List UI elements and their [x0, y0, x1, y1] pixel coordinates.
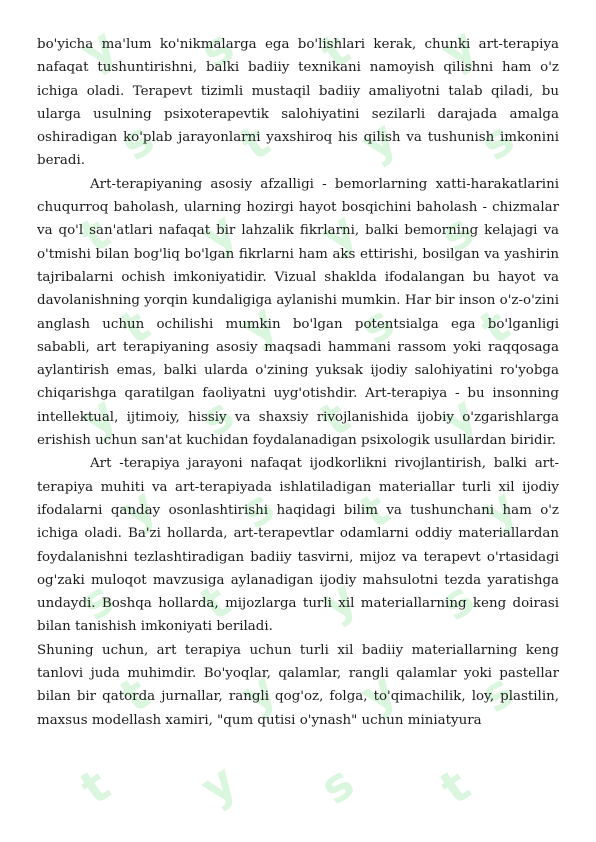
- watermark-glyph: y: [350, 661, 406, 724]
- watermark-glyph: s: [230, 479, 284, 540]
- watermark-glyph: t: [350, 482, 400, 540]
- watermark-glyph: y: [310, 569, 366, 632]
- watermark-glyph: y: [230, 293, 286, 356]
- paragraph-2: Art-terapiyaning asosiy afzalligi - bemorlarning xatti-harakatlarini chuqurroq baholash, ularning hozirgi hayot bosqichini baholash - chizmalar va qo'l san'atlari nafaqat bir lahzalik fikrlarni, balki bemorning kelajagi va o'tmishi bilan bog'liq bo'lgan fikrlarni ham aks ettirishi, bosilgan va yashirin tajribalarni ochish imkoniyatidir. Vizual shaklda ifodalangan bu hayot va davolanishning yorqin kundaligiga aylanishi mumkin. Har bir inson o'z-o'zini anglash uchun ochilishi mumkin bo'lgan potentsialga ega bo'lganligi sababli, art terapiyaning asosiy maqsadi hammani rassom yoki raqqosaga aylantirish emas, balki ularda o'zining yuksak ijodiy salohiyatini ro'yobga chiqarishga qaratilgan faoliyatni uyg'otishdir. Art-terapiya - bu insonning intellektual, ijtimoiy, hissiy va shaxsiy rivojlanishida ijobiy o'zgarishlarga erishish uchun san'at kuchidan foydalanadigan psixologik usullardan biridir.: [37, 176, 559, 449]
- watermark-glyph: s: [190, 387, 244, 448]
- paragraph-4: Shuning uchun, art terapiya uchun turli xil badiiy materiallarning keng tanlovi juda muhimdir. Bo'yoqlar, qalamlar, rangli qalamlar yoki pastellar bilan bir qatorda jurnallar, rangli qog'oz, folga, to'qimachilik, loy, plastilin, maxsus modellash xamiri, "qum qutisi o'ynash" uchun miniatyura: [37, 642, 559, 728]
- watermark-glyph: y: [190, 753, 246, 816]
- watermark-glyph: y: [230, 661, 286, 724]
- watermark-glyph: s: [470, 111, 524, 172]
- watermark-glyph: y: [70, 17, 126, 80]
- watermark-glyph: t: [310, 390, 360, 448]
- watermark-glyph: s: [350, 295, 404, 356]
- watermark-glyph: t: [70, 758, 120, 816]
- watermark-glyph: y: [310, 201, 366, 264]
- watermark-glyph: s: [70, 571, 124, 632]
- watermark-glyph: s: [310, 755, 364, 816]
- paragraph-3: Art -terapiya jarayoni nafaqat ijodkorlikni rivojlantirish, balki art-terapiya muhiti va art-terapiyada ishlatiladigan materiallar turli xil ijodiy ifodalarni qanday osonlashtirishi haqidagi bilim va tushunchani ham o'z ichiga oladi. Ba'zi hollarda, art-terapevtlar odamlarni oddiy materiallardan foydalanishni tezlashtiradigan badiiy tasvirni, mijoz va terapevt o'rtasidagi og'zaki muloqot mavzusiga aylanadigan ijodiy mahsulotni tezda yaratishga undaydi. Boshqa hollarda, mijozlarga turli xil materiallarning keng doirasi bilan tanishish imkoniyati beriladi.: [37, 456, 559, 635]
- watermark-glyph: t: [110, 666, 160, 724]
- watermark-glyph: t: [110, 298, 160, 356]
- watermark-glyph: s: [190, 19, 244, 80]
- watermark-glyph: y: [110, 477, 166, 540]
- watermark-glyph: t: [470, 298, 520, 356]
- watermark-glyph: s: [430, 203, 484, 264]
- watermark-glyph: y: [430, 17, 486, 80]
- watermark-glyph: s: [430, 571, 484, 632]
- watermark-glyph: s: [110, 111, 164, 172]
- watermark-glyph: y: [470, 477, 526, 540]
- paragraph-1: bo'yicha ma'lum ko'nikmalarga ega bo'lishlari kerak, chunki art-terapiya nafaqat tushuntirishni, balki badiiy texnikani namoyish qilishni ham o'z ichiga oladi. Terapevt tizimli mustaqil badiiy amaliyotni talab qiladi, bu ularga usulning psixoterapevtik salohiyatini sezilarli darajada amalga oshiradigan ko'plab jarayonlarni yaxshiroq his qilish va tushunish imkonini beradi.: [37, 37, 559, 169]
- watermark-glyph: y: [350, 109, 406, 172]
- body-text: [37, 33, 559, 732]
- watermark-glyph: s: [470, 663, 524, 724]
- watermark-glyph: t: [190, 574, 240, 632]
- watermark-glyph: t: [70, 206, 120, 264]
- watermark-glyph: y: [430, 385, 486, 448]
- watermark-glyph: t: [230, 114, 280, 172]
- watermark-glyph: t: [310, 22, 360, 80]
- watermark-glyph: t: [430, 758, 480, 816]
- watermark-glyph: y: [70, 385, 126, 448]
- watermark-glyph: y: [190, 201, 246, 264]
